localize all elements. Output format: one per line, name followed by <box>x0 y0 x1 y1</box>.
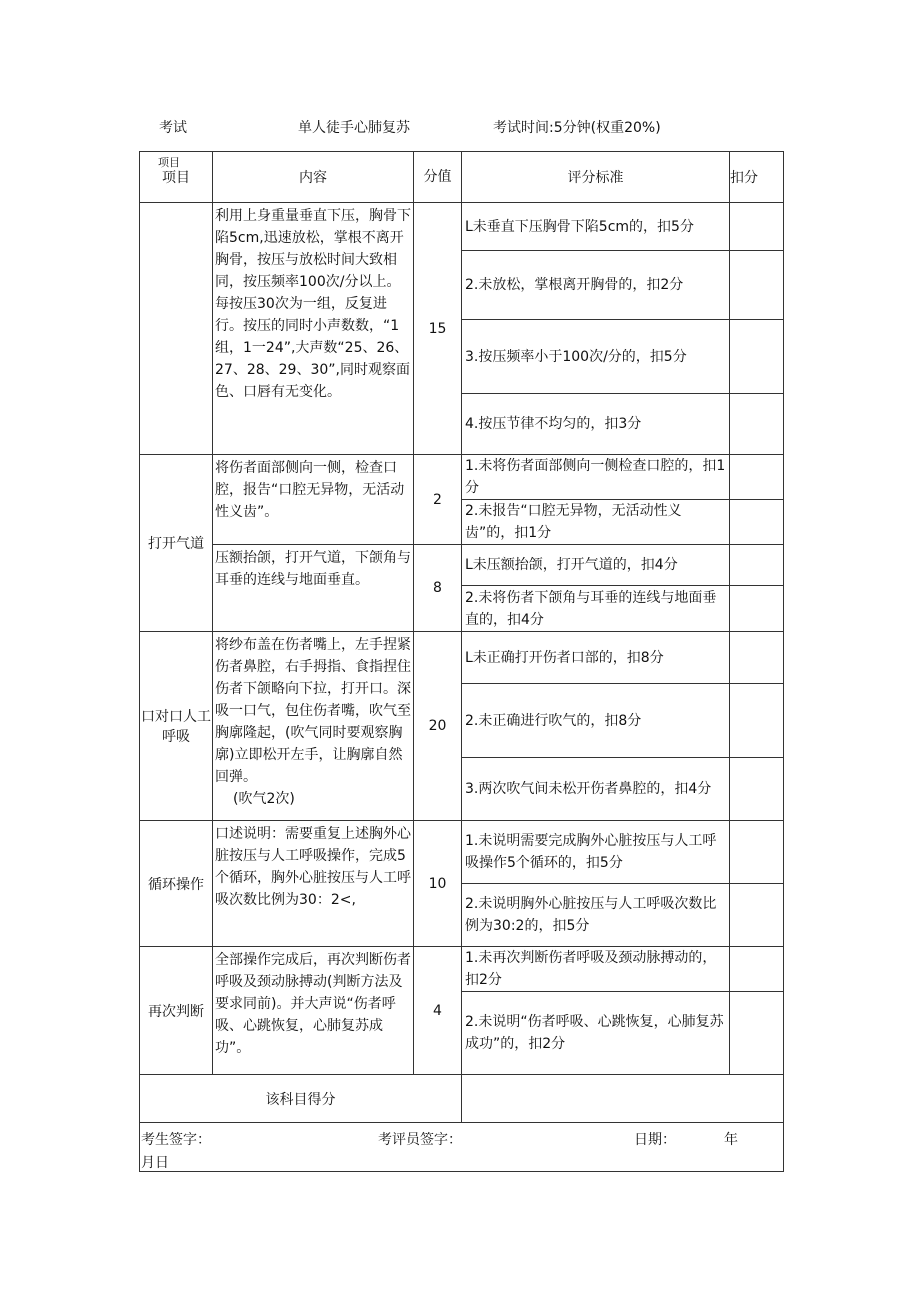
criteria-item: 2.未说明胸外心脏按压与人工呼吸次数比例为30:2的，扣5分 <box>462 884 730 947</box>
deduct-cell <box>730 632 784 684</box>
criteria-item: 2.未放松，掌根离开胸骨的，扣2分 <box>462 251 730 320</box>
section-content-note: (吹气2次) <box>233 791 295 807</box>
deduct-cell <box>730 586 784 632</box>
criteria-item: 2.未报告“口腔无异物，无活动性义齿”的，扣1分 <box>462 500 730 545</box>
deduct-cell <box>730 500 784 545</box>
deduct-cell <box>730 455 784 500</box>
candidate-sign-label: 考生签字： <box>141 1132 211 1148</box>
table-row <box>140 203 784 251</box>
deduct-cell <box>730 394 784 455</box>
scoring-table <box>139 151 784 1172</box>
table-row <box>140 947 784 992</box>
section-item: 循环操作 <box>140 821 213 947</box>
deduct-cell <box>730 684 784 758</box>
table-row <box>140 455 784 500</box>
year-label: 年 <box>724 1132 738 1148</box>
deduct-cell <box>730 821 784 884</box>
table-row <box>140 632 784 684</box>
section-score: 2 <box>414 455 462 545</box>
date-label: 日期： <box>634 1132 676 1148</box>
criteria-item: 3.两次吹气间未松开伤者鼻腔的，扣4分 <box>462 758 730 821</box>
exam-time: 考试时间:5分钟(权重20%) <box>493 120 661 136</box>
examiner-sign-label: 考评员签字： <box>378 1132 462 1148</box>
month-day-label: 月日 <box>141 1155 169 1171</box>
criteria-item: 1.未将伤者面部侧向一侧检查口腔的，扣1分 <box>462 455 730 500</box>
exam-label: 考试 <box>159 120 187 136</box>
criteria-item: L未正确打开伤者口部的，扣8分 <box>462 632 730 684</box>
col-score: 分值 <box>414 152 462 203</box>
section-score: 20 <box>414 632 462 821</box>
section-score: 4 <box>414 947 462 1075</box>
criteria-item: 3.按压频率小于100次/分的，扣5分 <box>462 320 730 394</box>
criteria-item: 2.未将伤者下颌角与耳垂的连线与地面垂直的，扣4分 <box>462 586 730 632</box>
col-deduct: 扣分 <box>730 152 784 203</box>
deduct-cell <box>730 320 784 394</box>
col-content: 内容 <box>213 152 414 203</box>
criteria-item: 1.未说明需要完成胸外心脏按压与人工呼吸操作5个循环的，扣5分 <box>462 821 730 884</box>
section-item-cell <box>140 203 213 455</box>
signature-row <box>140 1123 784 1172</box>
deduct-cell <box>730 884 784 947</box>
criteria-item: L未垂直下压胸骨下陷5cm的，扣5分 <box>462 203 730 251</box>
col-criteria: 评分标准 <box>462 152 730 203</box>
section-content: 利用上身重量垂直下压，胸骨下陷5cm,迅速放松，掌根不离开胸骨，按压与放松时间大致相同，按压频率100次/分以上。每按压30次为一组，反复进行。按压的同时小声数数，“1组，1一24”,大声数“25、26、27、28、29、30”,同时观察面色、口唇有无变化。 <box>213 203 414 455</box>
criteria-item: L未压额抬颌，打开气道的，扣4分 <box>462 545 730 586</box>
deduct-cell <box>730 251 784 320</box>
section-score: 15 <box>414 203 462 455</box>
criteria-item: 2.未正确进行吹气的，扣8分 <box>462 684 730 758</box>
section-content-text: 将纱布盖在伤者嘴上，左手捏紧伤者鼻腔，右手拇指、食指捏住伤者下颌略向下拉，打开口。深吸一口气，包住伤者嘴，吹气至胸廓隆起，(吹气同时要观察胸廓)立即松开左手，让胸廓自然回弹。 <box>215 637 411 785</box>
overlap-text: 项目 <box>158 156 180 169</box>
deduct-cell <box>730 992 784 1075</box>
deduct-cell <box>730 203 784 251</box>
section-content: 口述说明：需要重复上述胸外心脏按压与人工呼吸操作，完成5个循环，胸外心脏按压与人工呼吸次数比例为30：2<, <box>213 821 414 947</box>
deduct-cell <box>730 545 784 586</box>
total-row <box>140 1075 784 1123</box>
section-content: 压额抬颌，打开气道，下颌角与耳垂的连线与地面垂直。 <box>213 545 414 632</box>
section-score: 8 <box>414 545 462 632</box>
subject-title: 单人徒手心肺复苏 <box>298 120 410 136</box>
section-item: 打开气道 <box>140 455 213 632</box>
total-label: 该科目得分 <box>140 1075 462 1123</box>
total-value-cell <box>462 1075 784 1123</box>
section-content: 将伤者面部侧向一侧，检查口腔，报告“口腔无异物，无活动性义齿”。 <box>213 455 414 545</box>
section-content: 全部操作完成后，再次判断伤者呼吸及颈动脉搏动(判断方法及要求同前)。并大声说“伤者呼吸、心跳恢复，心肺复苏成功”。 <box>213 947 414 1075</box>
section-score: 10 <box>414 821 462 947</box>
deduct-cell <box>730 758 784 821</box>
deduct-cell <box>730 947 784 992</box>
criteria-item: 1.未再次判断伤者呼吸及颈动脉搏动的，扣2分 <box>462 947 730 992</box>
section-item: 口对口人工呼吸 <box>140 632 213 821</box>
criteria-item: 2.未说明“伤者呼吸、心跳恢复，心肺复苏成功”的，扣2分 <box>462 992 730 1075</box>
section-item: 再次判断 <box>140 947 213 1075</box>
col-item: 项目 <box>140 152 213 203</box>
header-row <box>140 152 784 203</box>
section-content <box>213 632 414 821</box>
table-row <box>140 545 784 586</box>
signature-cell <box>140 1123 784 1172</box>
criteria-item: 4.按压节律不均匀的，扣3分 <box>462 394 730 455</box>
table-row <box>140 821 784 884</box>
